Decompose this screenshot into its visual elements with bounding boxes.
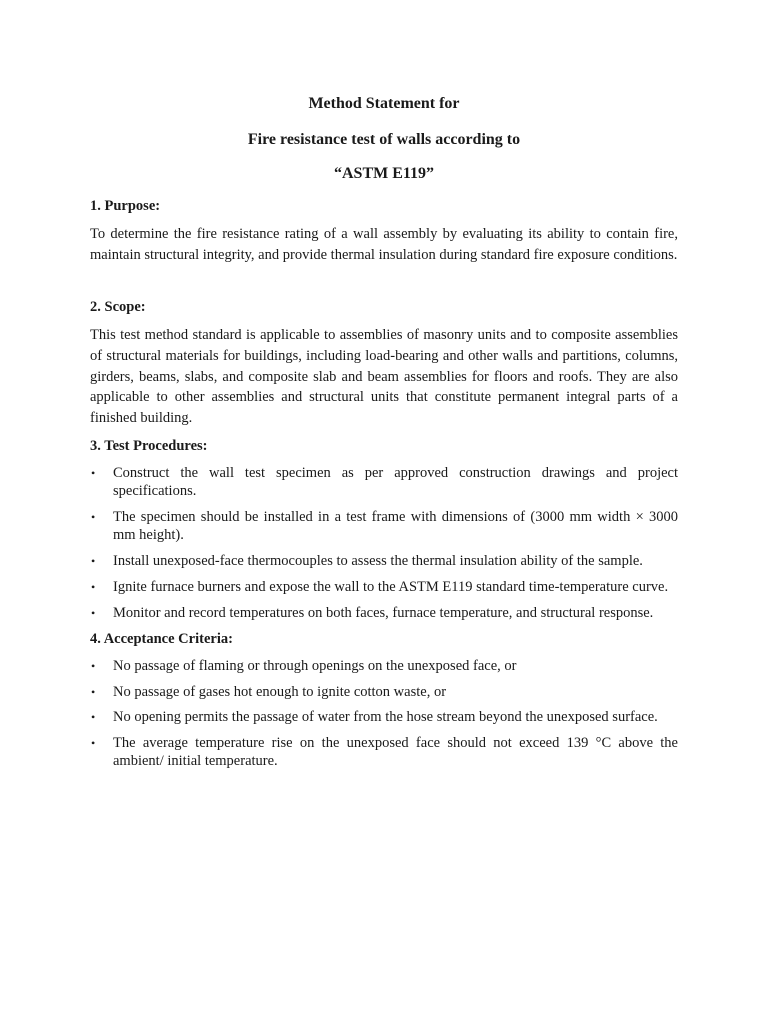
list-item: [90, 509, 678, 544]
bullet-icon: •: [91, 736, 96, 750]
purpose-paragraph: To determine the fire resistance rating of a wall assembly by evaluating its ability to contain fire, maintain structural integrity, and provide thermal insulation during standard fire exposure conditions.: [90, 226, 678, 263]
list-item-text: Install unexposed-face thermocouples to assess the thermal insulation ability of the sample.: [113, 553, 643, 569]
list-item-text: No passage of gases hot enough to ignite cotton waste, or: [113, 684, 447, 700]
list-item: [90, 658, 678, 676]
list-item-text: Ignite furnace burners and expose the wall to the ASTM E119 standard time-temperature curve.: [113, 579, 669, 595]
bullet-icon: •: [91, 580, 96, 594]
list-item: [90, 605, 678, 623]
bullet-icon: •: [91, 710, 96, 724]
list-item: [90, 553, 678, 571]
bullet-icon: •: [91, 510, 96, 524]
list-item: [90, 709, 678, 727]
purpose-heading: 1. Purpose:: [90, 198, 161, 214]
list-item-text: No opening permits the passage of water from the hose stream beyond the unexposed surface.: [113, 709, 658, 725]
procedures-heading: 3. Test Procedures:: [90, 438, 208, 454]
scope-heading: 2. Scope:: [90, 299, 146, 315]
list-item-text: Construct the wall test specimen as per approved construction drawings and project specifications.: [113, 465, 678, 499]
bullet-icon: •: [91, 606, 96, 620]
list-item: [90, 465, 678, 500]
list-item: [90, 684, 678, 702]
criteria-heading: 4. Acceptance Criteria:: [90, 631, 233, 647]
bullet-icon: •: [91, 554, 96, 568]
list-item-text: The average temperature rise on the unexposed face should not exceed 139 °C above the ambient/ initial temperature.: [113, 735, 678, 769]
bullet-icon: •: [91, 466, 96, 480]
list-item: [90, 735, 678, 770]
document-title-line-3: “ASTM E119”: [333, 165, 434, 182]
bullet-icon: •: [91, 685, 96, 699]
list-item-text: Monitor and record temperatures on both faces, furnace temperature, and structural response.: [113, 605, 654, 621]
document-title-line-2: Fire resistance test of walls according to: [247, 131, 521, 148]
document-title-line-1: Method Statement for: [308, 95, 460, 112]
list-item-text: No passage of flaming or through openings on the unexposed face, or: [113, 658, 517, 674]
bullet-icon: •: [91, 659, 96, 673]
list-item: [90, 579, 678, 597]
scope-paragraph: This test method standard is applicable to assemblies of masonry units and to composite assemblies of structural materials for buildings, including load-bearing and other walls and partitions, columns, girders, beams, slabs, and composite slab and beam assemblies for floors and roofs. They are also applicable to other assemblies and structural units that constitute permanent integral parts of a finished building.: [90, 327, 678, 427]
list-item-text: The specimen should be installed in a test frame with dimensions of (3000 mm width × 3000 mm height).: [113, 509, 678, 543]
